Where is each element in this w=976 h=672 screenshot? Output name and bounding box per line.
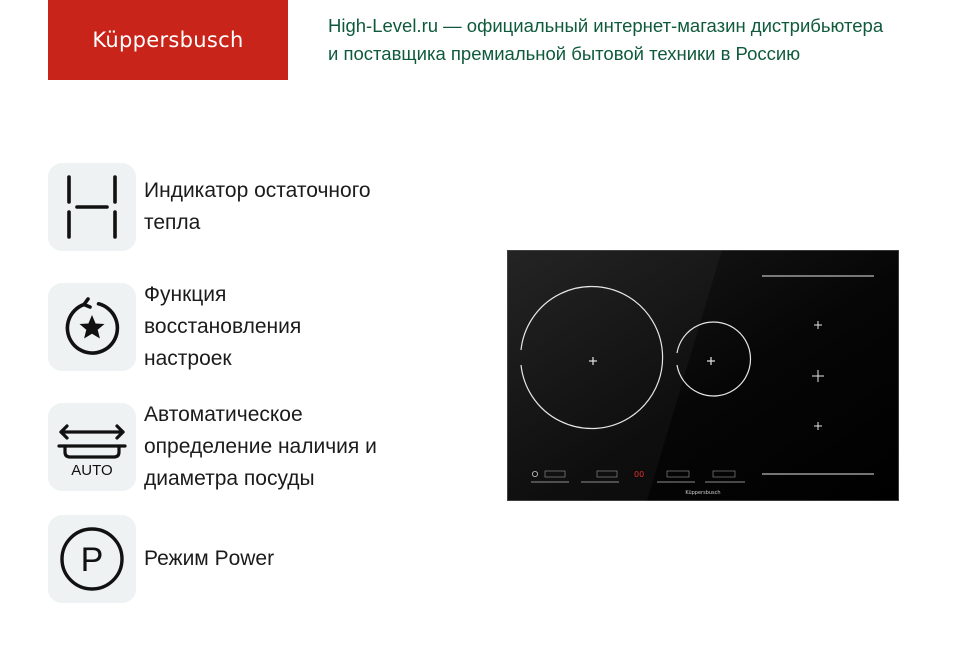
- feature-label-line: Режим Power: [144, 547, 275, 570]
- control-display: 00: [634, 470, 645, 479]
- restore-settings-star-icon: [48, 283, 136, 371]
- feature-label-line: Функция: [144, 283, 227, 306]
- feature-residual-heat: [48, 163, 468, 251]
- header-tagline: [328, 12, 948, 68]
- brand-logo[interactable]: [48, 0, 288, 80]
- tagline-line-2: и поставщика премиальной бытовой техники в Россию: [328, 43, 801, 64]
- feature-label-line: диаметра посуды: [144, 467, 315, 490]
- feature-label: [144, 543, 274, 575]
- feature-label-line: восстановления: [144, 315, 302, 338]
- feature-auto-detection: [48, 399, 468, 495]
- feature-label-line: Индикатор остаточного: [144, 179, 371, 202]
- feature-label-line: Автоматическое: [144, 403, 303, 426]
- feature-label: [144, 279, 301, 375]
- auto-pan-detection-icon: [48, 403, 136, 491]
- power-icon-letter: P: [80, 541, 104, 579]
- brand-logo-text: Küppersbusch: [92, 28, 244, 52]
- auto-icon-text: AUTO: [71, 462, 113, 479]
- feature-label-line: определение наличия и: [144, 435, 377, 458]
- feature-label: [144, 175, 371, 239]
- panel-logo: Küppersbusch: [685, 490, 721, 496]
- power-mode-p-icon: [48, 515, 136, 603]
- feature-power-mode: [48, 515, 468, 603]
- feature-label-line: настроек: [144, 347, 232, 370]
- feature-restore-settings: [48, 279, 468, 375]
- residual-heat-h-icon: [48, 163, 136, 251]
- feature-label-line: тепла: [144, 211, 201, 234]
- tagline-line-1: High-Level.ru — официальный интернет-магазин дистрибьютера: [328, 15, 884, 36]
- feature-label: [144, 399, 377, 495]
- induction-hob-image: [507, 250, 899, 501]
